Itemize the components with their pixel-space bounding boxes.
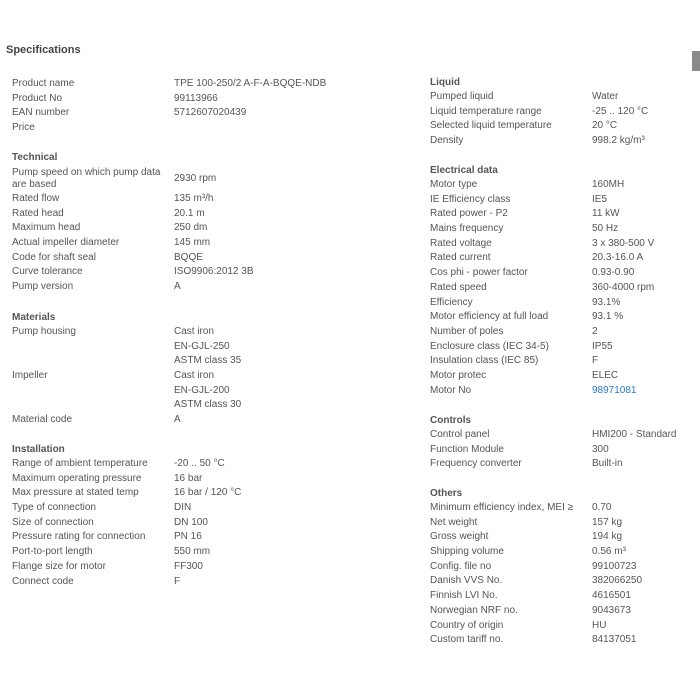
section-title: Materials (12, 312, 56, 323)
spec-label: Rated power - P2 (430, 208, 508, 220)
spec-value: 157 kg (592, 516, 623, 528)
spec-row (12, 530, 412, 545)
section-title: Others (430, 488, 463, 499)
spec-label: Type of connection (12, 502, 96, 514)
spec-value: 20 °C (592, 120, 618, 132)
spec-label: Motor protec (430, 369, 487, 381)
spec-value: 4616501 (592, 590, 631, 602)
spec-row (12, 472, 412, 487)
spec-value: DN 100 (174, 516, 208, 528)
spec-row (12, 192, 412, 207)
spec-row (12, 92, 412, 107)
spec-row (430, 90, 692, 105)
spec-label: Maximum head (12, 222, 81, 234)
section-title: Technical (12, 152, 58, 163)
scrollbar-tab[interactable] (692, 51, 700, 71)
spec-row (430, 134, 692, 149)
spec-label: Maximum operating pressure (12, 472, 142, 484)
section-installation (12, 443, 412, 589)
spec-label: Config. file no (430, 560, 492, 572)
spec-value: 11 kW (592, 208, 620, 220)
spec-label: Function Module (430, 443, 504, 455)
spec-label: Enclosure class (IEC 34-5) (430, 340, 549, 352)
spec-label: Rated flow (12, 193, 60, 204)
spec-row (12, 575, 412, 590)
spec-row (430, 501, 692, 516)
spec-label: Rated speed (430, 281, 487, 293)
page-title: Specifications (6, 44, 81, 56)
spec-row (430, 560, 692, 575)
spec-row (12, 501, 412, 516)
spec-row (12, 560, 412, 575)
spec-label: Insulation class (IEC 85) (430, 355, 539, 367)
spec-label: Motor No (430, 384, 472, 396)
spec-row (430, 251, 692, 266)
spec-value: 9043673 (592, 604, 631, 616)
spec-row (430, 457, 692, 472)
spec-label: Range of ambient temperature (12, 458, 148, 469)
spec-label: Max pressure at stated temp (12, 487, 139, 499)
spec-value: A (174, 281, 181, 293)
spec-value: 20.1 m (174, 207, 205, 219)
spec-row (12, 369, 412, 413)
spec-row (430, 266, 692, 281)
spec-row (430, 193, 692, 208)
spec-label: Port-to-port length (12, 546, 93, 558)
spec-value: ELEC (592, 369, 619, 381)
spec-value-line: Cast iron (174, 370, 215, 382)
spec-row (430, 545, 692, 560)
spec-value: HMI200 - Standard (592, 429, 677, 440)
spec-label: Code for shaft seal (12, 251, 96, 263)
spec-value-line: A (174, 414, 181, 426)
spec-value: F (592, 355, 599, 367)
spec-value: IE5 (592, 193, 608, 205)
spec-row (430, 296, 692, 311)
spec-value: 250 dm (174, 222, 208, 234)
spec-row (430, 178, 692, 193)
spec-label: Cos phi - power factor (430, 267, 528, 279)
section-title: Installation (12, 444, 65, 455)
spec-value: 2 (592, 325, 598, 337)
spec-label: Rated voltage (430, 237, 492, 249)
spec-value: DIN (174, 502, 192, 514)
spec-label: Product name (12, 78, 75, 89)
spec-label: Finnish LVI No. (430, 590, 498, 602)
spec-value: 0.93-0.90 (592, 267, 635, 279)
spec-row (430, 443, 692, 458)
spec-value: 145 mm (174, 237, 211, 249)
section-liquid (430, 76, 692, 149)
spec-row (430, 428, 692, 443)
spec-value: 0.70 (592, 502, 612, 513)
spec-label: Price (12, 122, 35, 134)
spec-label: Product No (12, 92, 63, 104)
motor-no-link[interactable]: 98971081 (592, 384, 637, 396)
spec-row (12, 106, 412, 121)
spec-value: FF300 (174, 560, 203, 572)
spec-label: Density (430, 135, 464, 147)
spec-label: Country of origin (430, 619, 504, 631)
spec-row (430, 530, 692, 545)
spec-value: 550 mm (174, 546, 211, 558)
spec-row (430, 207, 692, 222)
spec-value: -25 .. 120 °C (592, 105, 649, 117)
spec-value: 50 Hz (592, 223, 619, 235)
spec-label: Rated current (430, 252, 491, 264)
spec-label: IE Efficiency class (430, 193, 511, 205)
spec-row (430, 384, 692, 399)
spec-row (430, 119, 692, 134)
spec-label: Pressure rating for connection (12, 531, 146, 543)
section-others (430, 487, 692, 648)
spec-value-line: ASTM class 30 (174, 399, 242, 411)
spec-value: 360-4000 rpm (592, 281, 655, 293)
spec-row (12, 413, 412, 428)
spec-label: Frequency converter (430, 458, 522, 470)
spec-row (12, 236, 412, 251)
spec-label: Size of connection (12, 516, 94, 528)
spec-value-line: EN-GJL-200 (174, 384, 230, 396)
spec-value: TPE 100-250/2 A-F-A-BQQE-NDB (174, 78, 327, 89)
spec-label: Liquid temperature range (430, 105, 542, 117)
spec-label: Selected liquid temperature (430, 120, 552, 132)
spec-row (430, 222, 692, 237)
spec-label: Curve tolerance (12, 266, 83, 278)
spec-label: Pump speed on which pump data are based (12, 166, 161, 190)
spec-row (12, 486, 412, 501)
spec-value: 2930 rpm (174, 172, 217, 184)
spec-row (430, 574, 692, 589)
spec-value: 99100723 (592, 560, 637, 572)
spec-value: F (174, 575, 181, 587)
spec-value: Water (592, 91, 619, 102)
spec-value: 20.3-16.0 A (592, 252, 644, 264)
spec-value: 99113966 (174, 92, 218, 104)
spec-label: Custom tariff no. (430, 634, 504, 646)
spec-row (430, 354, 692, 369)
spec-label: Flange size for motor (12, 560, 106, 572)
spec-value (174, 325, 412, 369)
spec-row (12, 251, 412, 266)
spec-label: Efficiency (430, 296, 473, 308)
spec-row (430, 325, 692, 340)
spec-value: 300 (592, 443, 609, 455)
spec-label: Number of poles (430, 325, 504, 337)
spec-row (12, 280, 412, 295)
spec-label: Norwegian NRF no. (430, 604, 518, 616)
section-technical (12, 151, 412, 295)
spec-row (430, 310, 692, 325)
spec-value: 194 kg (592, 531, 623, 543)
spec-value: 160MH (592, 179, 625, 190)
spec-row (12, 207, 412, 222)
spec-value: 16 bar / 120 °C (174, 487, 242, 499)
spec-row (12, 221, 412, 236)
section-controls (430, 414, 692, 472)
spec-value: IP55 (592, 340, 613, 352)
spec-label: Pumped liquid (430, 91, 494, 102)
spec-value: 93.1% (592, 296, 621, 308)
spec-label: Impeller (12, 370, 48, 382)
spec-row (12, 457, 412, 472)
spec-label: Mains frequency (430, 223, 504, 235)
spec-value: 135 m³/h (174, 193, 214, 204)
spec-row (430, 619, 692, 634)
spec-label: Danish VVS No. (430, 575, 503, 587)
spec-label: Motor efficiency at full load (430, 311, 549, 323)
section-electrical (430, 164, 692, 398)
spec-value: 93.1 % (592, 311, 624, 323)
section-title: Electrical data (430, 165, 498, 176)
spec-label: Shipping volume (430, 546, 504, 558)
spec-value-line: EN-GJL-250 (174, 340, 230, 352)
spec-value: 16 bar (174, 472, 203, 484)
spec-label: EAN number (12, 107, 70, 119)
spec-row (430, 604, 692, 619)
section-materials (12, 311, 412, 428)
section-title: Liquid (430, 77, 460, 88)
spec-label: Net weight (430, 516, 478, 528)
spec-row (430, 633, 692, 648)
spec-value-line: Cast iron (174, 326, 215, 337)
spec-row (430, 105, 692, 120)
spec-label: Motor type (430, 179, 478, 190)
spec-label: Minimum efficiency index, MEI ≥ (430, 502, 574, 513)
spec-row (430, 340, 692, 355)
spec-value: BQQE (174, 251, 203, 263)
spec-row (430, 237, 692, 252)
spec-row (12, 325, 412, 369)
spec-label: Gross weight (430, 531, 489, 543)
spec-value: 84137051 (592, 634, 637, 646)
spec-value: Built-in (592, 458, 623, 470)
spec-row (12, 121, 412, 136)
spec-value: 3 x 380-500 V (592, 237, 655, 249)
spec-row (430, 281, 692, 296)
spec-label: Connect code (12, 575, 74, 587)
spec-value: 5712607020439 (174, 107, 247, 119)
spec-value: HU (592, 619, 607, 631)
spec-value: PN 16 (174, 531, 202, 543)
spec-row (12, 77, 412, 92)
spec-value: 382066250 (592, 575, 643, 587)
spec-label: Actual impeller diameter (12, 237, 120, 249)
spec-value (174, 369, 412, 413)
spec-label: Control panel (430, 429, 490, 440)
spec-label: Material code (12, 414, 73, 426)
spec-row (12, 265, 412, 280)
spec-label: Pump housing (12, 326, 76, 337)
section-title: Controls (430, 415, 472, 426)
spec-value (174, 121, 412, 136)
spec-row (12, 516, 412, 531)
spec-row (12, 165, 412, 192)
spec-value: 0.56 m³ (592, 546, 626, 558)
spec-label: Pump version (12, 281, 74, 293)
spec-value: 998.2 kg/m³ (592, 135, 645, 147)
spec-label: Rated head (12, 207, 64, 219)
spec-value (174, 413, 412, 428)
spec-row (12, 545, 412, 560)
section-general (12, 77, 412, 136)
spec-row (430, 589, 692, 604)
spec-row (430, 516, 692, 531)
spec-value-line: ASTM class 35 (174, 355, 242, 367)
spec-value: -20 .. 50 °C (174, 458, 225, 469)
spec-value: ISO9906:2012 3B (174, 266, 254, 278)
spec-row (430, 369, 692, 384)
